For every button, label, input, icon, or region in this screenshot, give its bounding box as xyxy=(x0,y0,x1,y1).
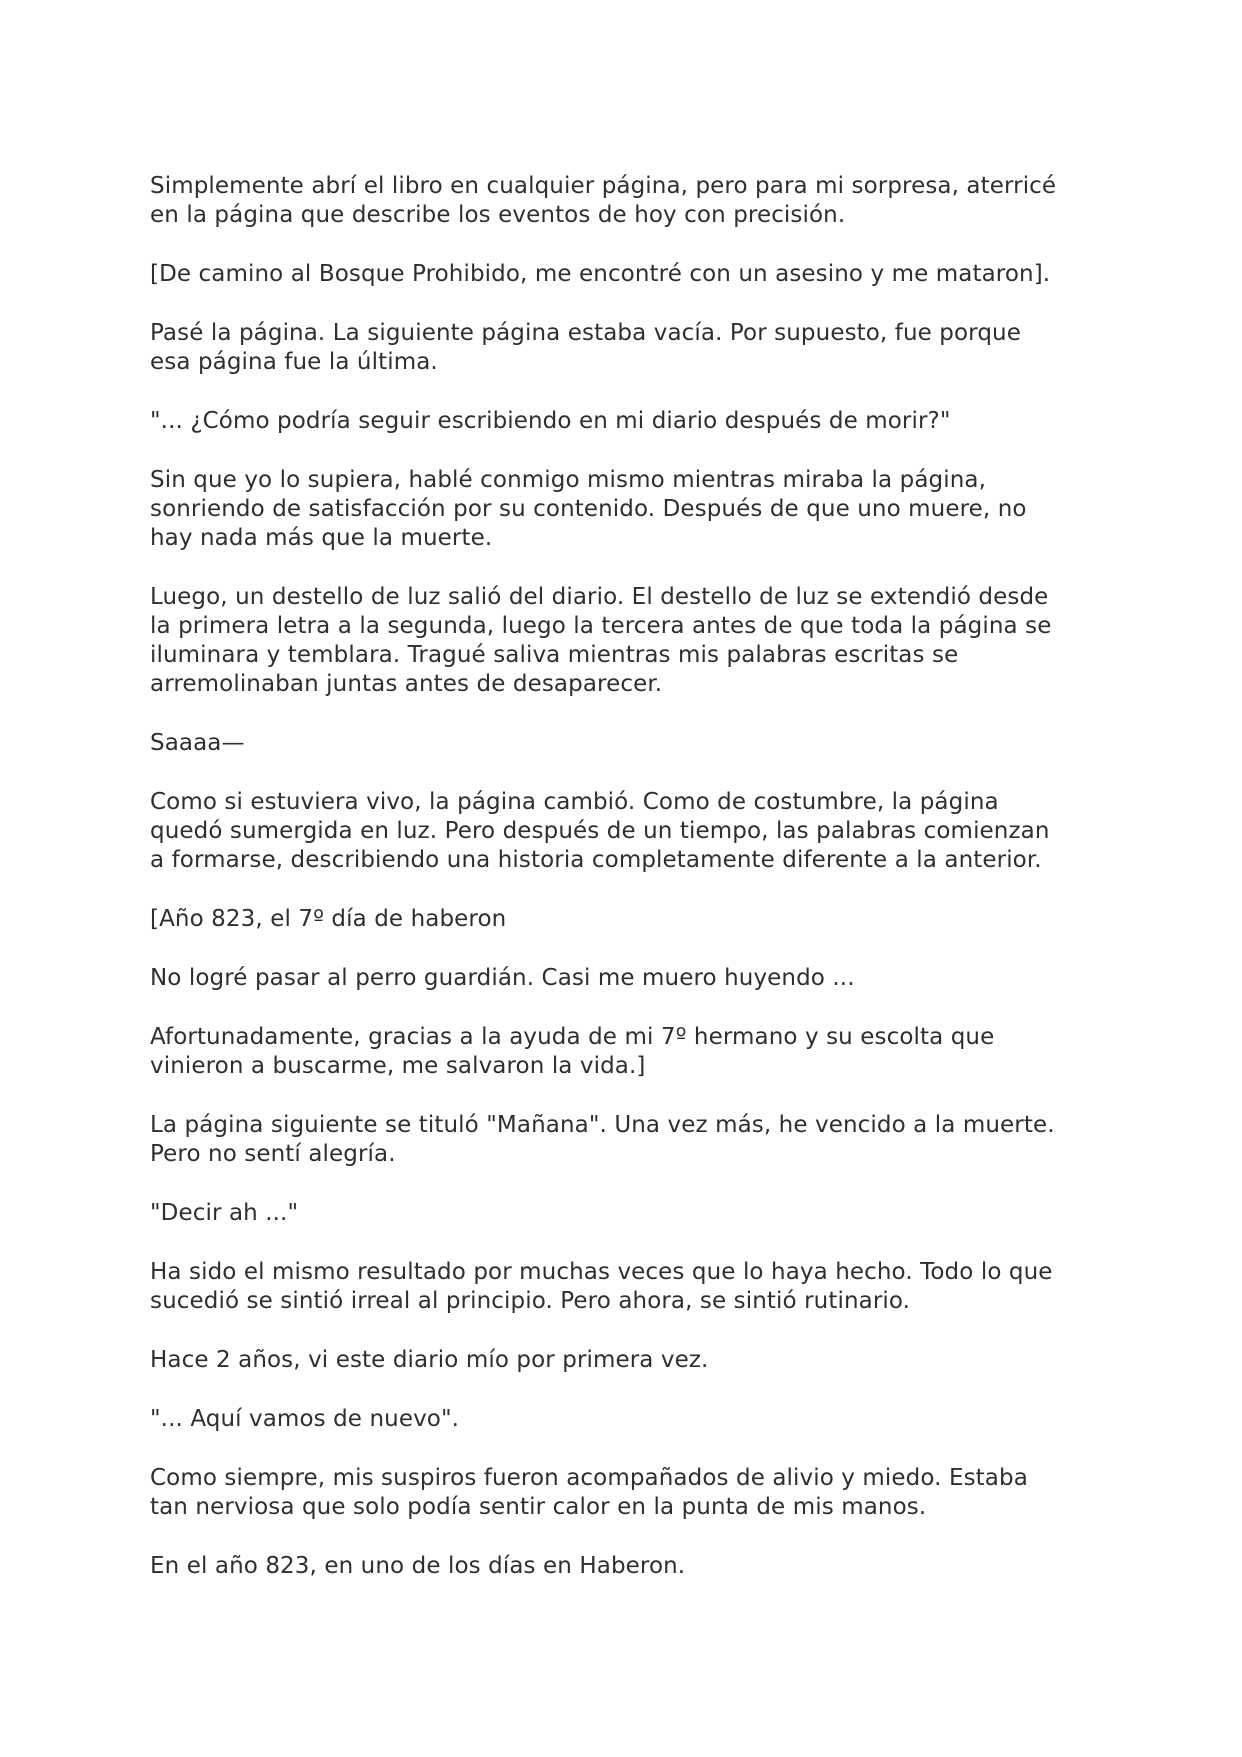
paragraph: Como siempre, mis suspiros fueron acompañados de alivio y miedo. Estaba tan nerviosa que solo podía sentir calor en la punta de mis manos. xyxy=(150,1465,1028,1520)
paragraph: Luego, un destello de luz salió del diario. El destello de luz se extendió desde la primera letra a la segunda, luego la tercera antes de que toda la página se iluminara y temblara. Tragué saliva mientras mis palabras escritas se arremolinaban juntas antes de desaparecer. xyxy=(150,584,1052,697)
paragraph: La página siguiente se tituló "Mañana". Una vez más, he vencido a la muerte. Pero no sentí alegría. xyxy=(150,1112,1055,1167)
paragraph: Saaaa— xyxy=(150,730,245,756)
paragraph: "... ¿Cómo podría seguir escribiendo en mi diario después de morir?" xyxy=(150,408,951,434)
paragraph: "Decir ah ..." xyxy=(150,1200,299,1226)
paragraph: Afortunadamente, gracias a la ayuda de mi 7º hermano y su escolta que vinieron a buscarme, me salvaron la vida.] xyxy=(150,1024,995,1079)
paragraph: "... Aquí vamos de nuevo". xyxy=(150,1406,460,1432)
paragraph: Hace 2 años, vi este diario mío por primera vez. xyxy=(150,1347,709,1373)
paragraph: [Año 823, el 7º día de haberon xyxy=(150,906,507,932)
paragraph: Como si estuviera vivo, la página cambió. Como de costumbre, la página quedó sumergida en luz. Pero después de un tiempo, las palabras comienzan a formarse, describiendo una historia completamente diferente a la anterior. xyxy=(150,789,1050,873)
paragraph: Pasé la página. La siguiente página estaba vacía. Por supuesto, fue porque esa página fue la última. xyxy=(150,320,1021,375)
paragraph: Simplemente abrí el libro en cualquier página, pero para mi sorpresa, aterricé en la página que describe los eventos de hoy con precisión. xyxy=(150,173,1057,228)
paragraph: Sin que yo lo supiera, hablé conmigo mismo mientras miraba la página, sonriendo de satisfacción por su contenido. Después de que uno muere, no hay nada más que la muerte. xyxy=(150,467,1027,551)
paragraph: Ha sido el mismo resultado por muchas veces que lo haya hecho. Todo lo que sucedió se sintió irreal al principio. Pero ahora, se sintió rutinario. xyxy=(150,1259,1053,1314)
paragraph: [De camino al Bosque Prohibido, me encontré con un asesino y me mataron]. xyxy=(150,261,1051,287)
paragraph: No logré pasar al perro guardián. Casi me muero huyendo ... xyxy=(150,965,855,991)
paragraph: En el año 823, en uno de los días en Haberon. xyxy=(150,1553,686,1579)
document-body xyxy=(150,172,1100,1611)
